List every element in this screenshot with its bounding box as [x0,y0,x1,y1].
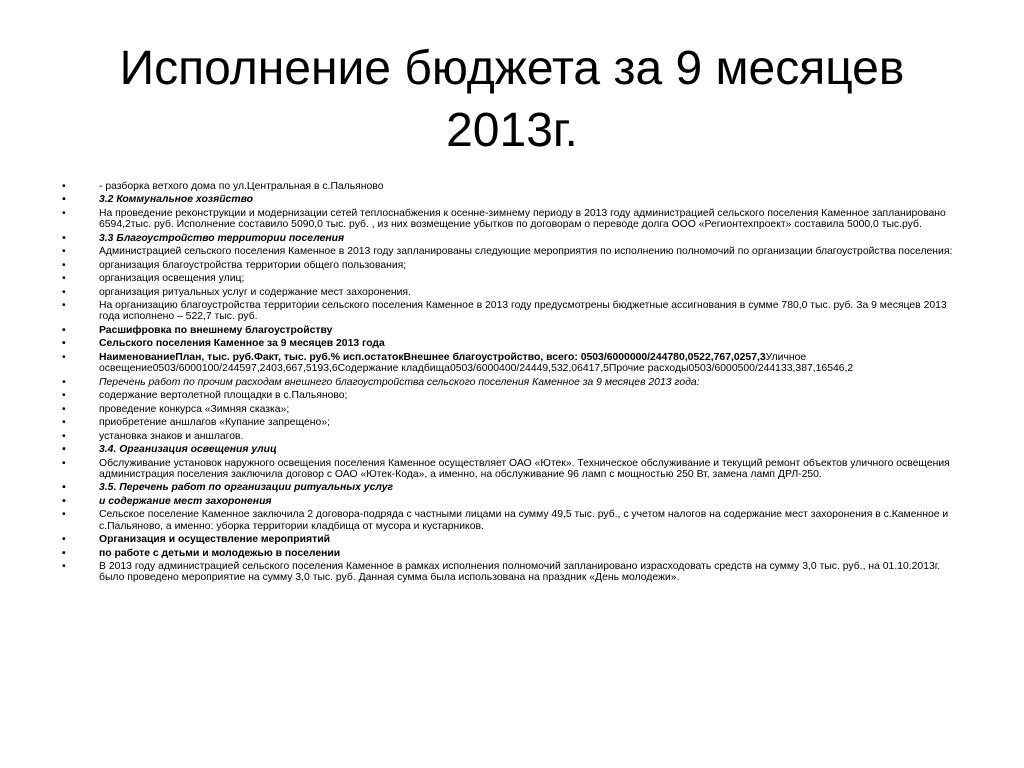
list-item [62,208,967,231]
bullet-icon: • [62,194,66,206]
bullet-list [62,181,967,586]
item-text: проведение конкурса «Зимняя сказка»; [99,403,290,415]
list-item [62,287,967,298]
table-cell: 522,7 [693,351,720,363]
bullet-icon: • [62,509,66,521]
bullet-icon: • [62,547,66,559]
list-item [62,300,967,323]
item-text: 3.3 Благоустройство территории поселения [99,232,345,244]
list-item [62,246,967,257]
table-header-cell: План, тыс. руб. [175,351,254,363]
bullet-icon: • [62,286,66,298]
table-cell: 64 [577,363,589,375]
table-cell: 597,2 [239,363,266,375]
list-item [62,561,967,584]
table-header-cell: Наименование [99,351,176,363]
bullet-icon: • [62,207,66,219]
item-text: Перечень работ по прочим расходам внешнего благоустройства сельского поселения Каменное за 9 месяцев 2013 года: [99,376,700,388]
table-cell: 403,6 [265,363,292,375]
table-cell: 193,6 [311,363,338,375]
item-text: организация благоустройства территории общего пользования; [99,259,407,271]
bullet-icon: • [62,181,66,192]
bullet-icon: • [62,338,66,350]
table-cell: 67,0 [719,351,740,363]
bullet-icon: • [62,403,66,415]
table-cell: 0503/6000000/244 [580,351,668,363]
item-text: организация освещения улиц; [99,273,245,285]
list-item [62,458,967,481]
section-heading [62,444,967,455]
list-item [62,431,967,442]
item-text: 3.5. Перечень работ по организации ритуальных услуг [99,482,394,494]
bullet-icon: • [62,495,66,507]
table-cell: 67,5 [291,363,312,375]
item-text: В 2013 году администрацией сельского поселения Каменное в рамках исполнения полномочий запланировано израсходовать средств на сумму 3,0 тыс. руб., на 01.10.2013г. было проведено мероприятие на сумму 3,0 тыс. руб. Данная сумма была использована на праздник «День молодежи». [99,561,941,584]
list-item [62,509,967,532]
item-text: - разборка ветхого дома по ул.Центральная в с.Пальяново [99,181,384,192]
bold-heading [62,338,967,349]
item-text: Сельского поселения Каменное за 9 месяцев 2013 года [99,338,385,350]
table-cell: Содержание кладбища [337,363,450,375]
table-cell: 257,3 [739,351,766,363]
bullet-icon: • [62,534,66,546]
table-cell: 133,3 [775,363,802,375]
bullet-icon: • [62,561,66,573]
bullet-icon: • [62,376,66,388]
table-cell: 0503/6000500/244 [688,363,776,375]
section-heading [62,496,967,507]
item-text: Расшифровка по внешнему благоустройству [99,324,333,336]
item-text: 3.2 Коммунальное хозяйство [99,194,253,206]
bullet-icon: • [62,324,66,336]
item-text: Сельское поселение Каменное заключила 2 договора-подряда с частными лицами на сумму 49,5 тыс. руб., с учетом налогов на содержание мест захоронения в с.Каменное и с.Пальяново, а именно: уборка территории кладбища от мусора и кустарников. [99,509,949,532]
table-header-cell: Факт, тыс. руб. [253,351,331,363]
item-text: и содержание мест захоронения [99,495,272,507]
bold-heading [62,548,967,559]
bullet-icon: • [62,482,66,494]
bullet-icon: • [62,457,66,469]
table-cell: 87,1 [801,363,822,375]
section-heading [62,482,967,493]
table-cell: 17,5 [588,363,609,375]
item-text: Организация и осуществление мероприятий [99,534,330,546]
bullet-icon: • [62,417,66,429]
bullet-icon: • [62,273,66,285]
table-cell: 65 [821,363,833,375]
list-item [62,260,967,271]
section-heading [62,233,967,244]
list-item [62,404,967,415]
section-heading [62,194,967,205]
bullet-icon: • [62,246,66,258]
list-item [62,181,967,192]
item-text: установка знаков и аншлагов. [99,430,244,442]
bold-heading [62,534,967,545]
item-text: Обслуживание установок наружного освещения поселения Каменное осуществляет ОАО «Ютек». Техническое обслуживание и текущий ремонт объектов уличного освещения администрация поселения заключила договор с ОАО «Ютек-Кода», а именно, на обслуживание 96 ламп с мощностью 250 Вт, замена ламп ДРЛ-250. [99,457,950,480]
table-cell: 32,0 [556,363,578,375]
table-cell: 0503/6000400/244 [449,363,537,375]
bullet-icon: • [62,300,66,312]
bullet-icon: • [62,351,66,363]
item-text: организация ритуальных услуг и содержание мест захоронения. [99,286,411,298]
table-cell: Прочие расходы [608,363,689,375]
item-text: Администрацией сельского поселения Каменное в 2013 году запланированы следующие мероприятия по исполнению полномочий по организации благоустройства поселения: [99,246,953,258]
bullet-icon: • [62,444,66,456]
table-header-cell: остаток [364,351,404,363]
item-text: приобретение аншлагов «Купание запрещено»; [99,417,330,429]
item-text: На проведение реконструкции и модернизации сетей теплоснабжения к осенне-зимнему периоду в 2013 году администрацией сельского поселения Каменное запланировано 6594,2тыс. руб. Исполнение составило 5090,0 тыс. руб. , из них возмещение убытков по договорам о переводе долга ООО «Регионтехпроект» составила 5000,0 тыс.руб. [99,207,946,231]
bullet-icon: • [62,390,66,402]
budget-table-flattened [62,352,967,375]
slide-title: Исполнение бюджета за 9 месяцев 2013г. [119,42,905,157]
item-text: На организацию благоустройства территории сельского поселения Каменное в 2013 году предусмотрены бюджетные ассигнования в сумме 780,0 тыс. руб. За 9 месяцев 2013 года исполнено – 522,7 тыс. руб. [99,300,947,323]
table-cell: 0503/6000100/244 [152,363,240,375]
bold-heading [62,325,967,336]
item-text: по работе с детьми и молодежью в поселении [99,547,341,559]
bullet-icon: • [62,430,66,442]
table-cell: Внешнее благоустройство, всего: [403,351,578,363]
table-cell: Уличное освещение [99,351,807,375]
table-cell: 780,0 [667,351,694,363]
item-text: 3.4. Организация освещения улиц [99,444,277,456]
bullet-icon: • [62,259,66,271]
list-item [62,273,967,284]
list-item [62,377,967,388]
table-cell: 49,5 [536,363,557,375]
table-header-cell: % исп. [330,351,365,363]
list-item [62,417,967,428]
table-cell: 46,2 [832,363,854,375]
bullet-icon: • [62,232,66,244]
list-item [62,390,967,401]
item-text: содержание вертолетной площадки в с.Пальяново; [99,390,348,402]
